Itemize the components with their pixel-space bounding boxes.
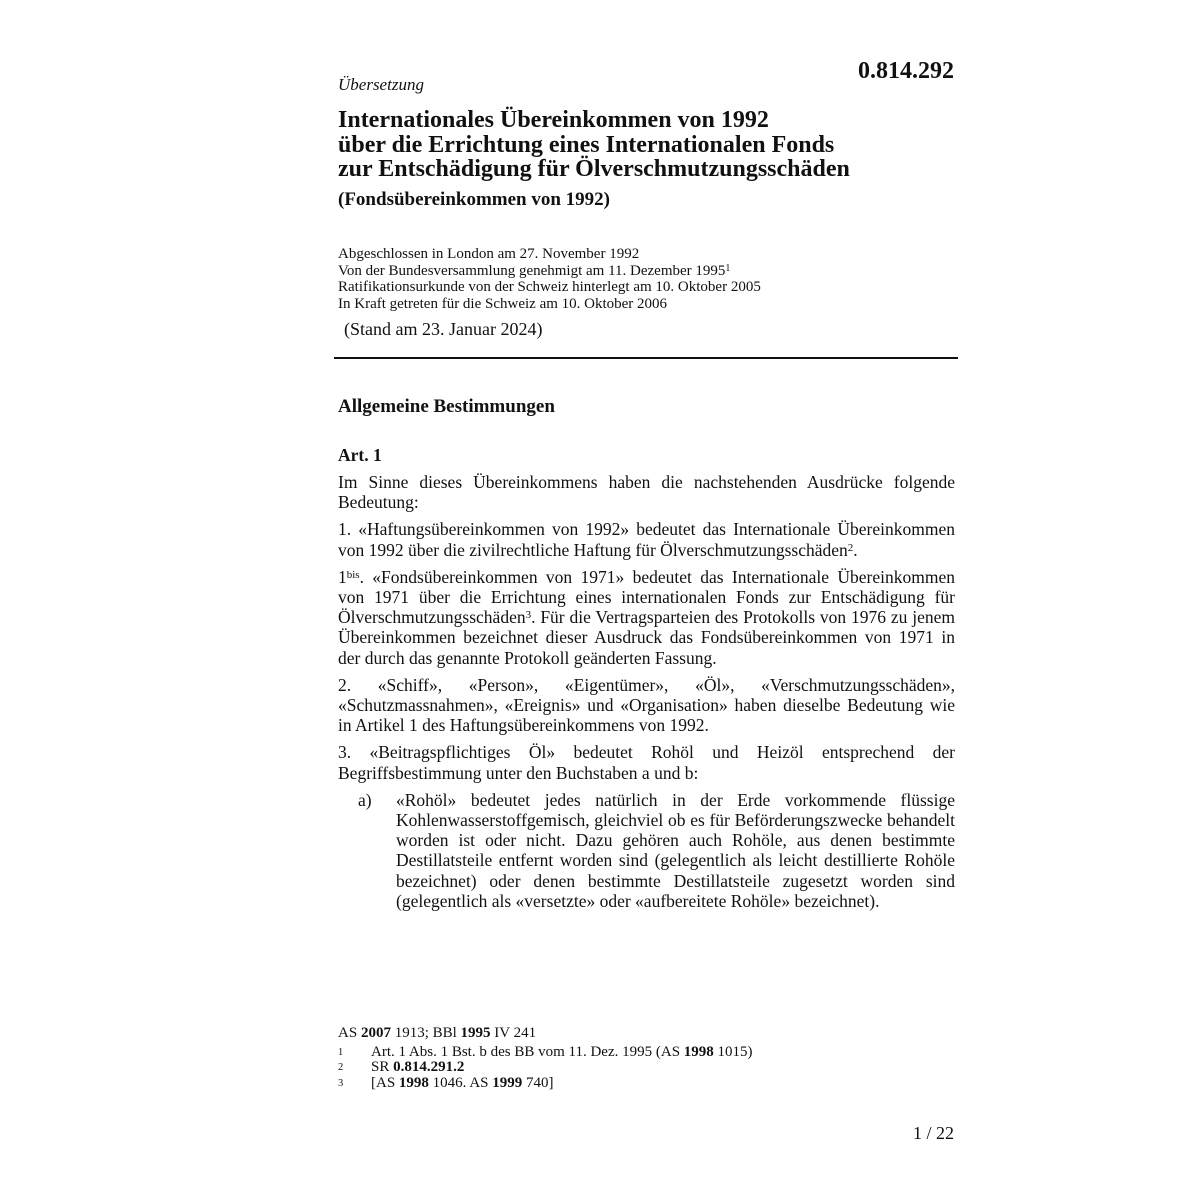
as-page: 1913; BBl (390, 1025, 461, 1041)
list-item-text: «Rohöl» bedeutet jedes natürlich in der Erde vorkommende flüssige Kohlenwasserstoffgemisch, gleichviel ob es für Beförderungszwecke behandelt worden ist oder nicht. Dazu gehören auch Rohöle, aus denen bestimmte Destillatsteile entfernt worden sind (gelegentlich als leicht destillierte Rohöle bezeichnet) oder denen bestimmte Destillatsteile zugesetzt worden sind (gelegentlich als «versetzte» oder «aufbereitete Rohöle» bezeichnet). (396, 789, 955, 911)
paragraph-3: 3. «Beitragspflichtiges Öl» bedeutet Rohöl und Heizöl entsprechend der Begriffsbestimmung unter den Buchstaben a und b: (338, 742, 955, 783)
footnote-3 (338, 1076, 958, 1092)
short-title: (Fondsübereinkommen von 1992) (338, 189, 611, 210)
footnote-2 (338, 1060, 958, 1076)
bbl-year: 1995 (460, 1025, 491, 1041)
sr-number: 0.814.292 (858, 58, 954, 84)
fact-in-force: In Kraft getreten für die Schweiz am 10. Oktober 2006 (338, 295, 668, 312)
footnote-1-text-b: 1015) (713, 1043, 753, 1060)
footnote-3-text-c: 740] (522, 1074, 554, 1091)
footnote-2-link[interactable]: 0.814.291.2 (393, 1059, 465, 1075)
paragraph-2: 2. «Schiff», «Person», «Eigentümer», «Öl», «Verschmutzungsschäden», «Schutzmassnahmen», «Ereignis» und «Organisation» haben dieselbe Bedeutung wie in Artikel 1 des Haftungsübereinkommens von 1992. (338, 674, 955, 736)
footnote-3-year-1: 1998 (398, 1074, 429, 1091)
title-line: zur Entschädigung für Ölverschmutzungsschäden (338, 156, 850, 182)
footnote-text (371, 1076, 554, 1092)
section-title: Allgemeine Bestimmungen (338, 396, 555, 417)
footnote-3-year-2: 1999 (492, 1074, 523, 1091)
fact-concluded: Abgeschlossen in London am 27. November 1992 (338, 246, 640, 262)
paragraph-1bis (338, 567, 955, 668)
article-title: Art. 1 (338, 445, 382, 465)
fact-approved-text: Von der Bundesversammlung genehmigt am 11. Dezember 1995 (338, 262, 726, 279)
fact-ratified: Ratifikationsurkunde von der Schweiz hinterlegt am 10. Oktober 2005 (338, 279, 761, 295)
paragraph-1bis-num: 1 (338, 566, 347, 587)
footnote-number: 3 (338, 1077, 344, 1089)
document-facts (338, 246, 761, 312)
footnote-ref[interactable]: 3 (525, 609, 532, 622)
footnote-text (371, 1045, 753, 1061)
title-line: Internationales Übereinkommen von 1992 (338, 107, 769, 133)
list-item (338, 790, 955, 911)
paragraph-1-end: . (853, 539, 858, 560)
footnote-1 (338, 1045, 958, 1061)
footnote-ref[interactable]: 1 (725, 262, 731, 274)
footnote-2-text-a: SR (371, 1059, 394, 1075)
footnote-3-text-a: [AS (371, 1074, 399, 1091)
fact-approved (338, 263, 761, 280)
stand-date: (Stand am 23. Januar 2024) (344, 319, 543, 339)
footnote-3-text-b: 1046. AS (428, 1074, 493, 1091)
as-label: AS (338, 1025, 361, 1041)
paragraph-1 (338, 519, 955, 559)
article-body (338, 472, 955, 911)
footnote-1-year: 1998 (683, 1043, 714, 1060)
footnote-number: 2 (338, 1062, 344, 1073)
translation-label: Übersetzung (338, 75, 424, 94)
as-year: 2007 (360, 1025, 391, 1041)
footnote-1-text-a: Art. 1 Abs. 1 Bst. b des BB vom 11. Dez. 1995 (AS (371, 1043, 684, 1060)
bbl-rest: IV 241 (490, 1025, 537, 1041)
article-intro: Im Sinne dieses Übereinkommens haben die nachstehenden Ausdrücke folgende Bedeutung: (338, 472, 955, 513)
footnote-number: 1 (338, 1046, 344, 1058)
document-title (338, 108, 978, 182)
footnote-ref[interactable]: 2 (847, 541, 854, 554)
paragraph-1-text: 1. «Haftungsübereinkommen von 1992» bedeutet das Internationale Übereinkommen von 1992 über die zivilrechtliche Haftung für Ölverschmutzungsschäden (338, 519, 955, 560)
paragraph-1bis-suffix: bis (346, 568, 360, 581)
official-compilation-ref (338, 1026, 958, 1042)
footnote-text (371, 1060, 464, 1076)
footnotes (338, 1026, 958, 1091)
page-number: 1 / 22 (912, 1123, 954, 1143)
paragraph-1bis-text-a: . «Fondsübereinkommen von 1971» bedeutet das Internationale Übereinkommen von 1971 über die Errichtung eines internationalen Fonds zur Entschädigung für Ölverschmutzungsschäden (338, 566, 955, 628)
list-item-letter: a) (358, 789, 372, 810)
title-line: über die Errichtung eines Internationalen Fonds (338, 131, 835, 158)
paragraph-1bis-text-b: . Für die Vertragsparteien des Protokolls von 1976 zu jenem Übereinkommen bezeichnet dieser Ausdruck das Fondsübereinkommen von 1971 in der durch das genannte Protokoll geänderten Fassung. (338, 607, 955, 668)
header-divider (334, 357, 958, 359)
